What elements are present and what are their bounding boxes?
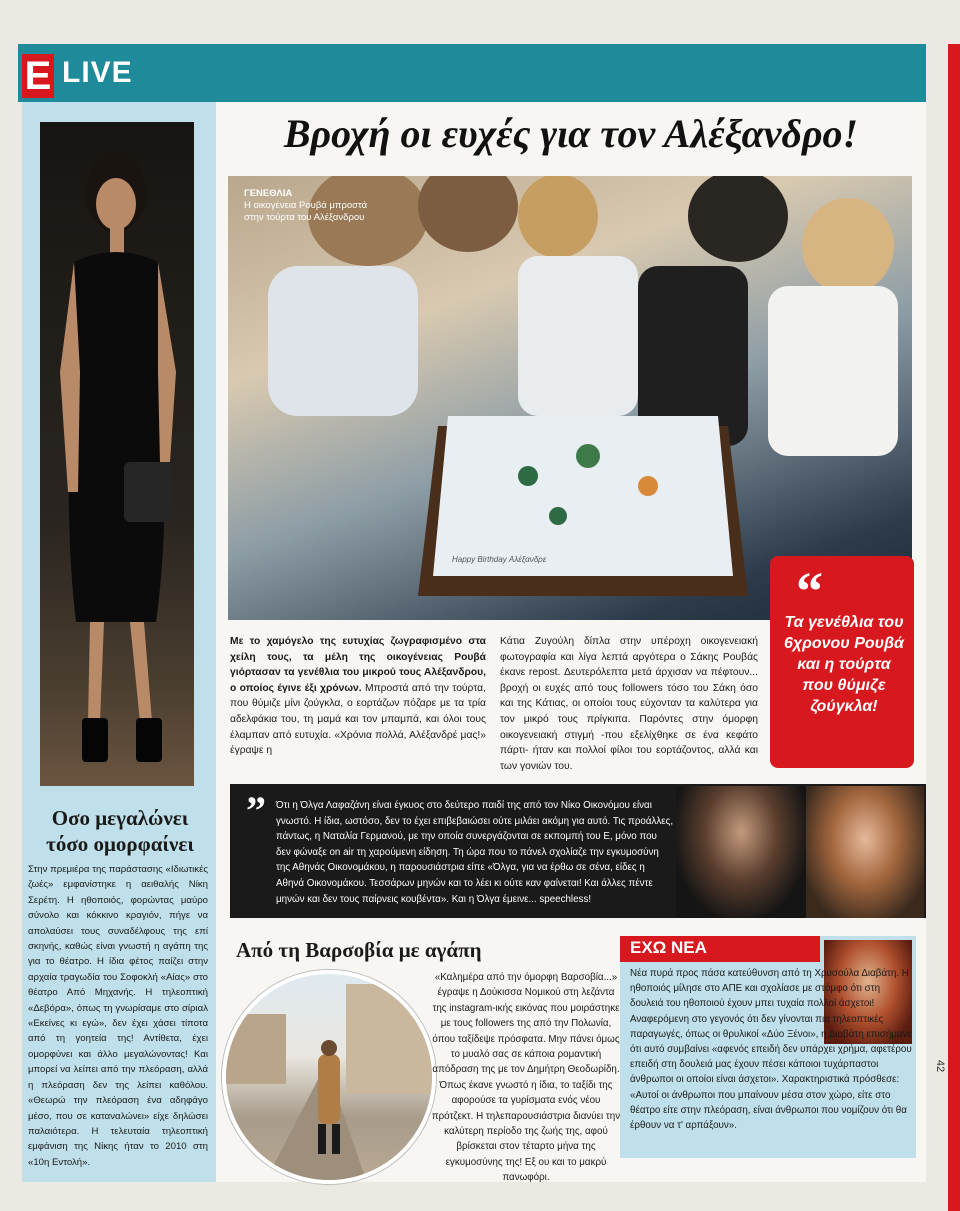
gossip-text: Ότι η Όλγα Λαφαζάνη είναι έγκυος στο δεύτερο παιδί της από τον Νίκο Οικονόμου είναι γνωστό. Η ίδια, ωστόσο, δεν το έχει επιβεβαιώσει ούτε μιλάει ακόμη για αυτό. Τις προάλλες, πάντως, η Ναταλία Γερμανού, με την οποία συνεργάζονται σε εκπομπή του Ε, μόνο που δεν φώναξε on air τη χαρούμενη είδηση. Τη ώρα που το πάνελ σχολίαζε την εγκυμοσύνη της Αθηνάς Οικονομάκου, η παρουσιάστρια είπε «Όλγα, για να έρθω σε σένα, είδες η Αθηνά Οικονομάκου. Τεσσάρων μηνών και το λέει κι ούτε καν φαίνεται! Και άλλες πέντε μηνών και δεν τους παίρνεις κουβέντα». Και η Όλγα έμεινε... speechless! xyxy=(276,800,674,905)
exo-nea-text: Νέα πυρά προς πάσα κατεύθυνση από τη Χρυσούλα Διαβάτη. Η ηθοποιός μίλησε στο ΑΠΕ και σχολίασε με στόμφο ότι στη δουλειά του ηθοποιού έχουν μπει τυχαία πολλοί άσχετοι! Αναφερόμενη στο γεγονός ότι δεν γίνονται πια τηλεοπτικές παραγωγές, όπως οι θρυλικοί «Δύο Ξένοι», η Διαβάτη επισήμανε ότι αυτό συμβαίνει «αφενός επειδή δεν υπάρχει χρήμα, αφετέρου επειδή στη δουλειά μας έχουν πέσει κάποιοι τυχάρπαστοι άνθρωποι οι οποίοι είναι άσχετοι». Χαρακτηριστικά πρόσθεσε: «Αυτοί οι άνθρωποι που μπαίνουν μέσα στον χώρο, είτε στο θέατρο είτε στην πλεόραση, είναι άνθρωποι που νομίζουν ότι θα έρθουν να τ' αρπάξουν». xyxy=(630,968,912,1132)
woman-figure-illustration xyxy=(40,122,194,786)
article-column-1 xyxy=(230,634,486,759)
pull-quote-text: Τα γενέθλια του 6χρονου Ρουβά και η τούρτα που θύμιζε ζούγκλα! xyxy=(784,614,904,715)
family-scene-illustration xyxy=(228,176,912,620)
article-lead: Με το χαμόγελο της ευτυχίας ζωγραφισμένο στα χείλη τους, τα μέλη της οικογένειας Ρουβά γιόρτασαν τα γενέθλια του μικρού τους Αλέξανδρου, ο οποίος έγινε έξι χρόνων. xyxy=(230,636,486,694)
article-col1-end: «Χρόνια πολλά, Αλέξανδρέ μας!» έγραψε η xyxy=(230,729,486,757)
left-article-body: Στην πρεμιέρα της παράστασης «Ιδιωτικές ζωές» εμφανίστηκε η αειθαλής Νίκη Σερέτη. Η ηθοποιός, φορώντας μαύρο σύνολο και κόκκινο κραγιόν, πήγε να απολαύσει τους συναδέλφους της επί σκηνής, καθώς είναι γνωστή η αγάπη της για το θέατρο. Η ίδια φέτος παίζει στην αρχαία τραγωδία του Σοφοκλή «Αίας» στο θέατρο Από Μηχανής. Η τηλεοπτική «Δεβόρα», όπως τη γνωρίσαμε στο σίριαλ «Εκείνες κι εγώ», δεν έχει χάσει τίποτα από τη γοητεία της! Αντίθετα, έχει ομορφύνει και άλλο μεγαλώνοντας! Και μπορεί να λείπει από την πλεόραση, αλλά η πλεόραση δεν της λείπει καθόλου. «Θεωρώ την πλεόραση ένα αδηφάγο μέσο, που σε καταναλώνει» είχε δηλώσει παλαιότερα. Η τελευταία τηλεοπτική εμφάνιση της Νίκης ήταν το 2010 στη «10η Εντολή». xyxy=(28,864,208,1168)
left-headline-line-2: τόσο ομορφαίνει xyxy=(46,832,194,856)
caption-body: Η οικογένεια Ρουβά μπροστά στην τούρτα του Αλέξανδρου xyxy=(244,200,368,223)
section-label: LIVE xyxy=(62,56,133,89)
quote-mark-icon: ” xyxy=(246,788,266,833)
warsaw-headline: Από τη Βαρσοβία με αγάπη xyxy=(236,938,482,962)
article-column-2: Κάτια Ζυγούλη δίπλα στην υπέροχη οικογενειακή φωτογραφία και λίγα λεπτά αργότερα ο Σάκης Ρουβάς έκανε repost. Δευτερόλεπτα μετά άρχισαν να πέφτουν... βροχή οι ευχές από τους followers τόσο του Σάκη όσο και της Κάτιας, οι οποίοι τους εύχονταν τα καλύτερα για τον μικρό τους πρίγκιπα. Παρόντες στην όμορφη οικογενειακή στιγμή -που εξελίχθηκε σε ένα κεφάτο πάρτι- ήταν και πολλοί φίλοι του εορτάζοντος, αλλά και των γονιών του. xyxy=(500,636,758,772)
cake-writing: Happy Birthday Αλέξανδρε xyxy=(452,555,547,564)
header-band xyxy=(18,44,926,102)
article-col1-body: Μπροστά από την τούρτα, που θύμιζε μίνι ζούγκλα, ο εορτάζων πόζαρε με τα τρία αδελφάκια του, τη μαμά και τον μπαμπά, και όλοι τους έλαμπαν από ευτυχία. xyxy=(230,682,487,741)
quote-mark-icon: “ xyxy=(796,561,823,621)
left-headline-line-1: Οσο μεγαλώνει xyxy=(51,806,189,830)
warsaw-scene-illustration xyxy=(226,974,432,1180)
page-edge-stripe xyxy=(948,44,960,1211)
magazine-logo: E xyxy=(22,54,54,98)
photo-caption xyxy=(244,188,374,224)
family-cake-photo xyxy=(228,176,912,620)
natalia-germanou-photo xyxy=(806,786,924,918)
warsaw-street-photo xyxy=(222,970,436,1184)
caption-head: ΓΕΝΕΘΛΙΑ xyxy=(244,188,293,199)
warsaw-article: «Καλημέρα από την όμορφη Βαρσοβία...» έγραψε η Δούκισσα Νομικού στη λεζάντα της instagram-ικής εικόνας που μοιράστηκε με τους followers της από την Πολωνία, όπου ταξίδεψε πρόσφατα. Μην πάνει όμως το μυαλό σας σε κάποια ρομαντική απόδραση της με τον Δημήτρη Θεοδωρίδη. Όπως έκανε γνωστό η ίδια, το ταξίδι της αφορούσε τα γυρίσματα ενός νέου πρότζεκτ. Η τηλεπαρουσιάστρια διανύει την καλύτερη περίοδο της ζωής της, αφού βρίσκεται στον τέταρτο μήνα της εγκυμοσύνης της! Εξ ου και το μακρύ πανωφόρι. xyxy=(431,972,621,1184)
exo-nea-label: ΕΧΩ ΝΕΑ xyxy=(630,938,707,957)
niki-sereti-photo xyxy=(40,122,194,786)
page-number: 42 xyxy=(934,1059,947,1073)
main-headline: Βροχή οι ευχές για τον Αλέξανδρο! xyxy=(283,111,859,156)
olga-lafazani-photo xyxy=(676,786,806,918)
